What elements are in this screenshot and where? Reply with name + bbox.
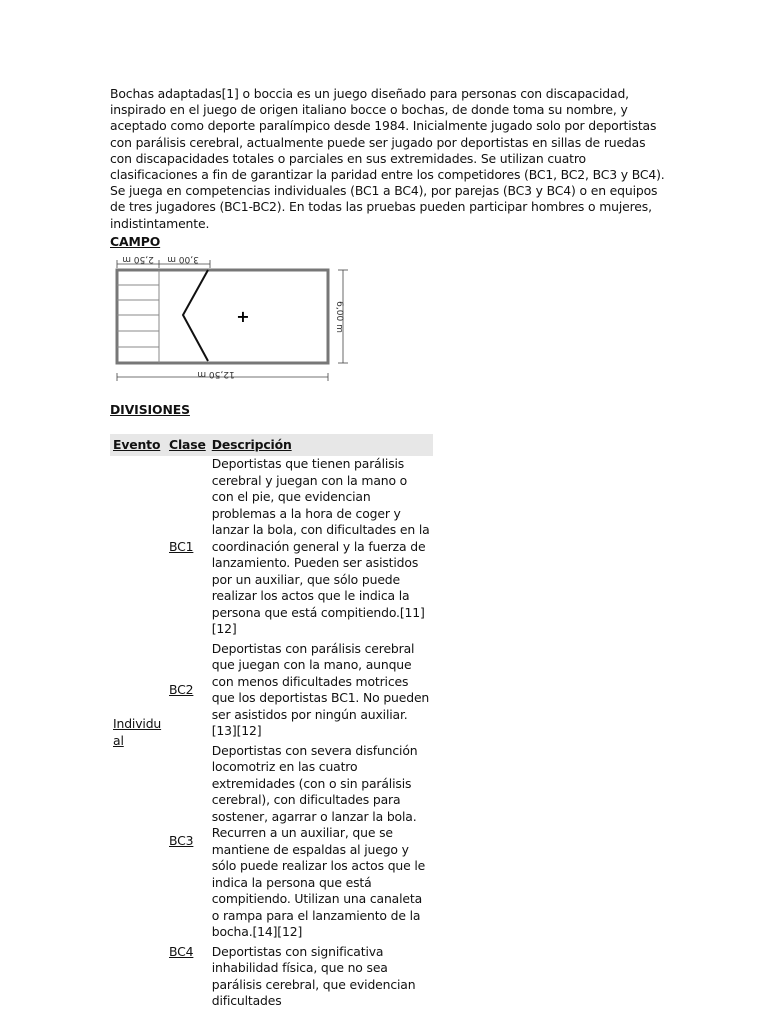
divisions-table — [110, 434, 433, 1013]
divisiones-heading: DIVISIONES — [110, 402, 190, 417]
dim-box-label: 2,50 m — [122, 254, 154, 264]
desc-cell-bc3: Deportistas con severa disfunción locomotriz en las cuatro extremidades (con o sin parálisis cerebral), con dificultades para sostener, agarrar o lanzar la bola. Recurren a un auxiliar, que se mantiene de espaldas al juego y sólo puede realizar los actos que le indica la persona que está compitiendo. Utilizan una canaleta o rampa para el lanzamiento de la bocha.[14][12] — [211, 742, 426, 939]
header-clase: Clase — [166, 434, 209, 456]
table-row — [110, 456, 433, 641]
table-header-row — [110, 434, 433, 456]
class-cell-bc2[interactable]: BC2 — [169, 681, 194, 697]
desc-cell-bc2: Deportistas con parálisis cerebral que juegan con la mano, aunque con menos dificultades motrices que los deportistas BC1. No pueden ser asistidos por ningún auxiliar.[13][12] — [211, 640, 430, 738]
event-cell[interactable]: Individual — [113, 716, 162, 748]
center-mark: + — [236, 307, 250, 326]
dim-width-label: 6,00 m — [334, 301, 344, 333]
desc-cell-bc4: Deportistas con significativa inhabilidad física, que no sea parálisis cerebral, que evidencian dificultades — [211, 943, 416, 1008]
class-cell-bc4[interactable]: BC4 — [169, 943, 194, 959]
desc-cell-bc1: Deportistas que tienen parálisis cerebral y juegan con la mano o con el pie, que evidencian problemas a la hora de coger y lanzar la bola, con dificultades en la coordinación general y la fuerza de lanzamiento. Pueden ser asistidos por un auxiliar, que sólo puede realizar los actos que le indica la persona que está compitiendo.[11][12] — [211, 456, 430, 636]
class-cell-bc3[interactable]: BC3 — [169, 833, 194, 849]
v-line — [183, 270, 208, 361]
dim-length-label: 12,50 m — [197, 369, 235, 379]
intro-paragraph: Bochas adaptadas[1] o boccia es un juego diseñado para personas con discapacidad, inspirado en el juego de origen italiano bocce o bochas, de donde toma su nombre, y aceptado como deporte paralímpico desde 1984. Inicialmente jugado solo por deportistas con parálisis cerebral, actualmente puede ser jugado por deportistas en sillas de ruedas con discapacidades totales o parciales en sus extremidades. Se utilizan cuatro clasificaciones a fin de garantizar la paridad entre los competidores (BC1, BC2, BC3 y BC4). Se juega en competencias individuales (BC1 a BC4), por parejas (BC3 y BC4) o en equipos de tres jugadores (BC1-BC2). En todas las pruebas pueden participar hombres o mujeres, indistintamente. — [110, 86, 665, 231]
header-evento: Evento — [110, 434, 166, 456]
header-descripcion: Descripción — [209, 434, 433, 456]
campo-heading: CAMPO — [110, 234, 161, 249]
dim-v-label: 3,00 m — [167, 254, 199, 264]
court-diagram — [110, 254, 355, 384]
court-outline — [117, 270, 328, 363]
class-cell-bc1[interactable]: BC1 — [169, 538, 194, 554]
